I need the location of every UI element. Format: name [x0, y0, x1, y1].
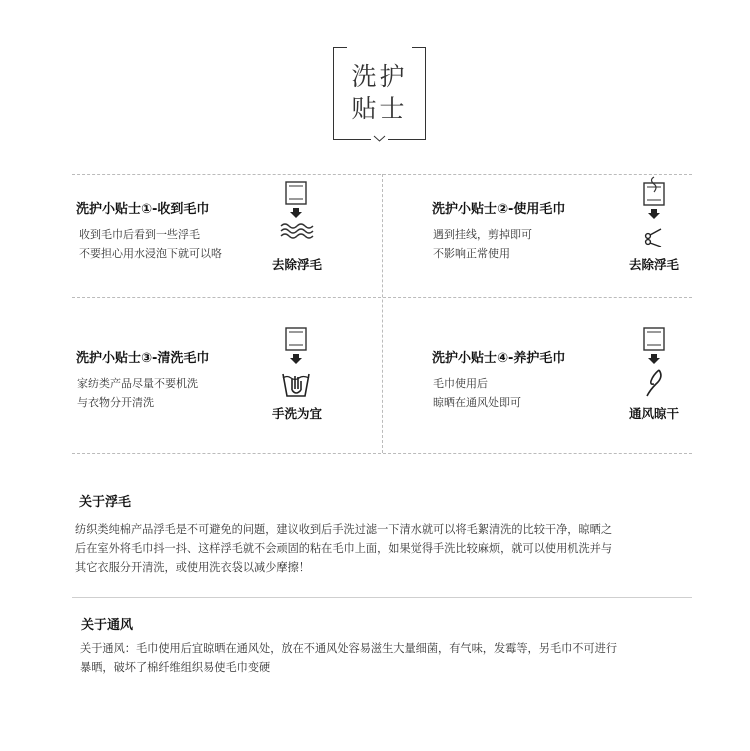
tip-3-line-2: 与衣物分开清洗 — [77, 396, 154, 409]
section-divider — [72, 597, 692, 598]
towel-scissors-icon — [637, 175, 671, 247]
towel-wave-icon — [279, 180, 315, 244]
header-title-box — [333, 47, 426, 140]
section-ventilation-title: 关于通风 — [81, 618, 134, 633]
tip-4-icon-caption: 通风晾干 — [628, 406, 679, 421]
tip-4-line-2: 晾晒在通风处即可 — [433, 396, 521, 409]
section-fluff-line-2: 后在室外将毛巾抖一抖、这样浮毛就不会顽固的粘在毛巾上面，如果觉得手洗比较麻烦，就可以使用机洗并与 — [75, 542, 613, 555]
tip-2-line-2: 不影响正常使用 — [433, 247, 510, 260]
towel-airdry-icon — [637, 326, 671, 398]
tip-4-line-1: 毛巾使用后 — [433, 377, 488, 390]
tip-1-line-2: 不要担心用水浸泡下就可以咯 — [79, 247, 222, 260]
towel-handwash-icon — [279, 326, 315, 398]
tip-3-icon-caption: 手洗为宜 — [271, 406, 322, 421]
section-fluff-line-1: 纺织类纯棉产品浮毛是不可避免的问题，建议收到后手洗过滤一下清水就可以将毛絮清洗的比较干净，晾晒之 — [75, 523, 613, 536]
section-ventilation-line-1: 关于通风：毛巾使用后宜晾晒在通风处，放在不通风处容易滋生大量细菌，有气味，发霉等，另毛巾不可进行 — [80, 642, 618, 655]
header-title-line1: 洗护 — [351, 62, 408, 91]
tip-3-title: 洗护小贴士③-清洗毛巾 — [76, 351, 210, 366]
tip-1-line-1: 收到毛巾后看到一些浮毛 — [79, 228, 200, 241]
tip-4-title: 洗护小贴士④-养护毛巾 — [432, 351, 566, 366]
tip-2-icon-caption: 去除浮毛 — [628, 257, 679, 272]
section-ventilation-line-2: 暴晒，破坏了棉纤维组织易使毛巾变硬 — [80, 661, 271, 674]
section-ventilation-body — [80, 639, 700, 677]
tip-3-line-1: 家纺类产品尽量不要机洗 — [77, 377, 198, 390]
chevron-down-icon — [373, 135, 386, 143]
section-fluff-line-3: 其它衣服分开清洗，或使用洗衣袋以减少摩擦！ — [75, 561, 310, 574]
tip-1-title: 洗护小贴士①-收到毛巾 — [76, 202, 210, 217]
section-fluff-title: 关于浮毛 — [79, 495, 132, 510]
section-fluff-body — [75, 520, 700, 577]
tip-2-line-1: 遇到挂线，剪掉即可 — [433, 228, 532, 241]
grid-divider-bottom — [72, 453, 692, 454]
tip-1-icon-caption: 去除浮毛 — [271, 257, 322, 272]
header-title-line2: 贴士 — [351, 94, 408, 123]
grid-divider-vertical — [382, 174, 383, 453]
tip-2-title: 洗护小贴士②-使用毛巾 — [432, 202, 566, 217]
